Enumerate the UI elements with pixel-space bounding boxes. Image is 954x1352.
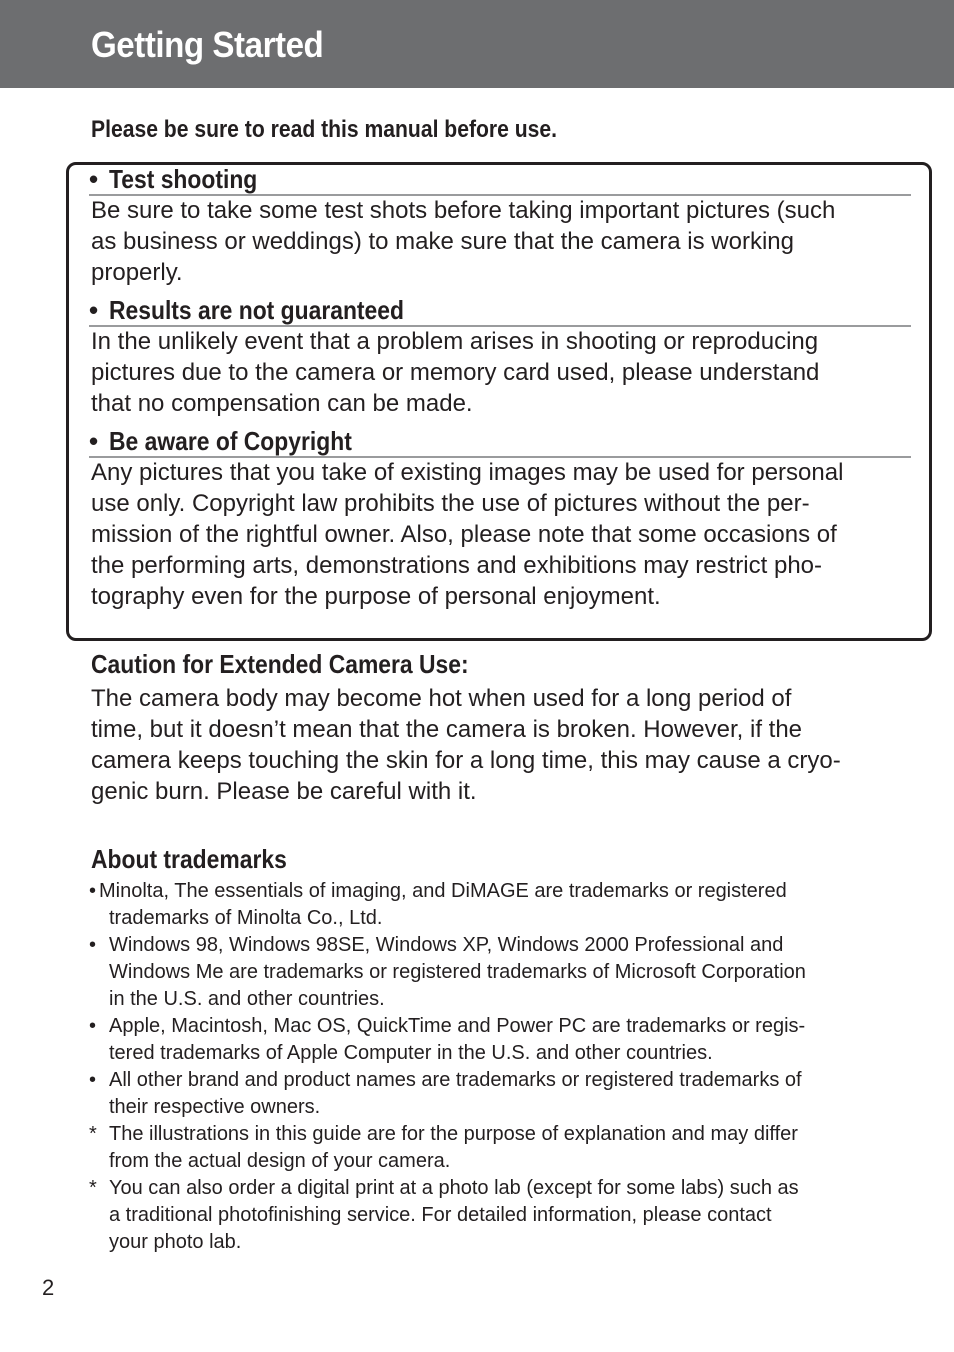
- text-line: the performing arts, demonstrations and exhibitions may restrict pho-: [91, 552, 823, 579]
- text-line: trademarks of Minolta Co., Ltd.: [109, 907, 383, 929]
- text-line: pictures due to the camera or memory card used, please understand: [91, 359, 820, 386]
- text-line: a traditional photofinishing service. For detailed information, please contact: [109, 1204, 772, 1226]
- text-line: that no compensation can be made.: [91, 390, 473, 417]
- page-header: [0, 0, 954, 88]
- text-line: mission of the rightful owner. Also, please note that some occasions of: [91, 521, 837, 548]
- text-line: properly.: [91, 259, 183, 286]
- text-line: Any pictures that you take of existing images may be used for personal: [91, 459, 844, 486]
- text-line: You can also order a digital print at a photo lab (except for some labs) such as: [109, 1177, 799, 1199]
- notice-heading-test-shooting: [89, 164, 911, 196]
- text-line: from the actual design of your camera.: [109, 1150, 451, 1172]
- bullet: •: [89, 295, 99, 325]
- text-line: The camera body may become hot when used for a long period of: [91, 685, 792, 712]
- text-line: tered trademarks of Apple Computer in the U.S. and other countries.: [109, 1042, 713, 1064]
- bullet: •: [89, 426, 99, 456]
- text-line: Windows Me are trademarks or registered trademarks of Microsoft Corporation: [109, 961, 806, 983]
- notice-title: Be aware of Copyright: [109, 426, 352, 456]
- notice-heading-copyright: [89, 426, 911, 458]
- notice-title: Results are not guaranteed: [109, 295, 404, 325]
- text-line: All other brand and product names are trademarks or registered trademarks of: [109, 1069, 802, 1091]
- bullet: •: [89, 1015, 97, 1037]
- text-line: your photo lab.: [109, 1231, 242, 1253]
- bullet: •: [89, 164, 99, 194]
- asterisk-mark: *: [89, 1177, 97, 1199]
- page-number: 2: [42, 1275, 55, 1300]
- text-line: Minolta, The essentials of imaging, and DiMAGE are trademarks or registered: [99, 880, 787, 902]
- bullet: •: [89, 934, 97, 956]
- text-line: tography even for the purpose of personal enjoyment.: [91, 583, 661, 610]
- text-line: their respective owners.: [109, 1096, 321, 1118]
- intro-heading: Please be sure to read this manual before use.: [91, 116, 557, 143]
- notice-heading-results: [89, 295, 911, 327]
- trademarks-heading: About trademarks: [91, 844, 287, 874]
- text-line: In the unlikely event that a problem arises in shooting or reproducing: [91, 328, 819, 355]
- notice-text-copyright: [91, 457, 913, 612]
- notice-text-test-shooting: [91, 195, 913, 288]
- caution-heading: Caution for Extended Camera Use:: [91, 649, 469, 679]
- notice-title: Test shooting: [109, 164, 258, 194]
- text-line: as business or weddings) to make sure that the camera is working: [91, 228, 794, 255]
- text-line: genic burn. Please be careful with it.: [91, 778, 477, 805]
- text-line: in the U.S. and other countries.: [109, 988, 385, 1010]
- text-line: time, but it doesn’t mean that the camera is broken. However, if the: [91, 716, 803, 743]
- notice-text-results: [91, 326, 913, 419]
- caution-text: [91, 683, 913, 807]
- asterisk-mark: *: [89, 1123, 97, 1145]
- text-line: Apple, Macintosh, Mac OS, QuickTime and Power PC are trademarks or regis-: [109, 1015, 806, 1037]
- text-line: camera keeps touching the skin for a long time, this may cause a cryo-: [91, 747, 841, 774]
- bullet: •: [89, 880, 97, 902]
- text-line: The illustrations in this guide are for the purpose of explanation and may differ: [109, 1123, 798, 1145]
- text-line: use only. Copyright law prohibits the use of pictures without the per-: [91, 490, 810, 517]
- text-line: Windows 98, Windows 98SE, Windows XP, Windows 2000 Professional and: [109, 934, 784, 956]
- text-line: Be sure to take some test shots before taking important pictures (such: [91, 197, 836, 224]
- bullet: •: [89, 1069, 97, 1091]
- page-title: Getting Started: [91, 24, 324, 65]
